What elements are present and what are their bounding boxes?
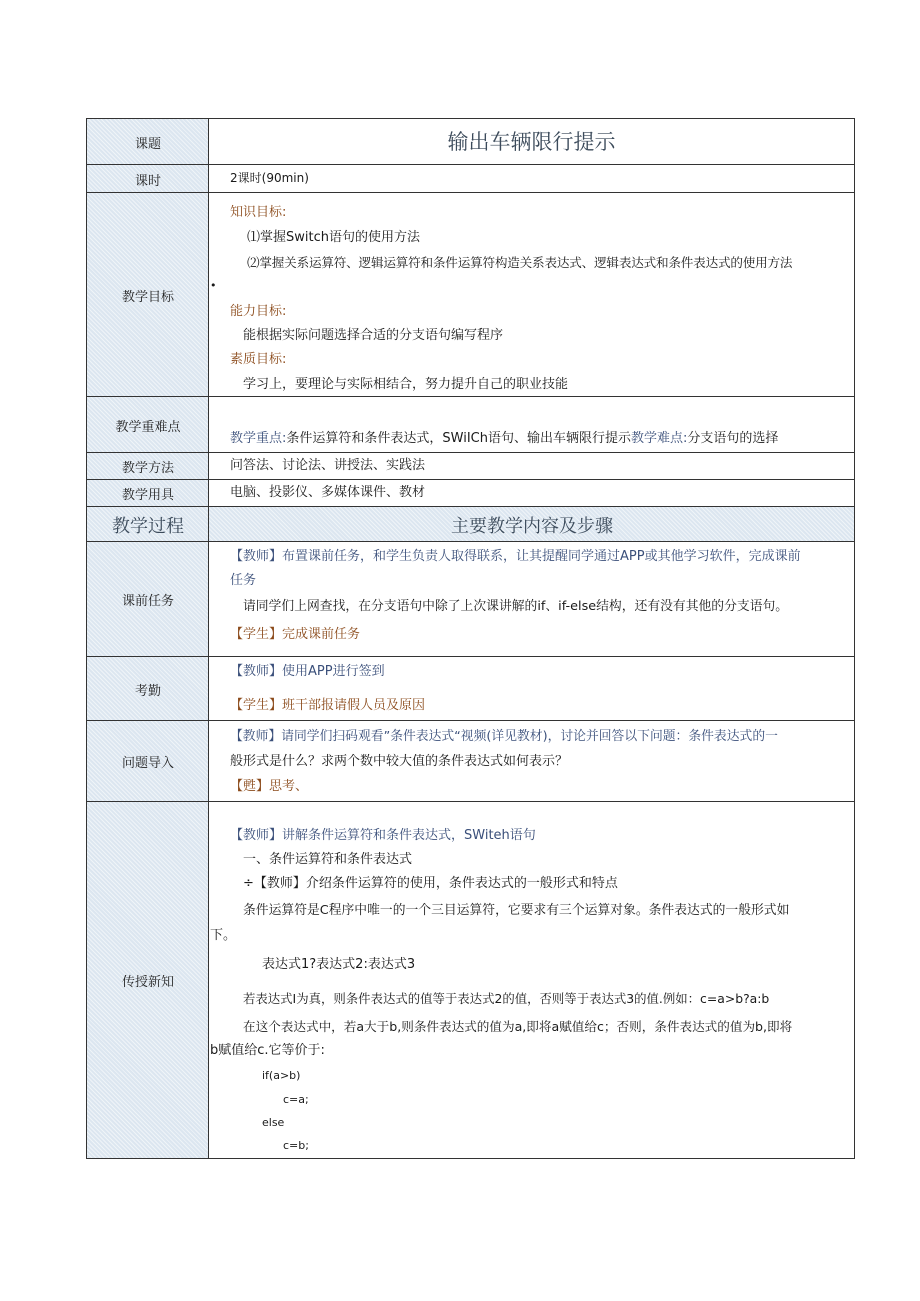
grid-line [86, 656, 855, 657]
knowledge-goal-2: ⑵掌握关系运算符、逻辑运算符和条件运算符构造关系表达式、逻辑表达式和条件表达式的使用方法 [247, 255, 793, 270]
code-line-1: if(a>b) [262, 1069, 301, 1082]
key-label-text: 教学重难点 [115, 419, 181, 435]
attendance-student-text: 班干部报请假人员及原因 [282, 698, 426, 713]
tools-value: 电脑、投影仪、多媒体课件、教材 [230, 485, 426, 500]
key-points-text: 条件运算符和条件表达式，SWiICh语句、输出车辆限行提示 [286, 431, 631, 446]
intro-teacher-tag: 【教师】 [230, 729, 282, 744]
grid-line [86, 118, 87, 1159]
code-line-4: c=b; [283, 1139, 309, 1152]
teach-line4a: 条件运算符是C程序中唯一的一个三目运算符，它要求有三个运算对象。条件表达式的一般形式如 [243, 903, 790, 918]
teach-line3-prefix: ÷【教师】 [243, 876, 306, 891]
intro-student-text: 思考、 [269, 779, 309, 794]
process-header-left [87, 507, 209, 542]
attendance-teacher-tag: 【教师】 [230, 664, 283, 679]
teach-line7b: b赋值给c.它等价于: [210, 1043, 325, 1058]
tools-label-text: 教学用具 [121, 488, 174, 503]
attendance-label-text: 考勤 [134, 683, 161, 699]
knowledge-goal-1: ⑴掌握Switch语句的使用方法 [247, 230, 420, 245]
pre-task-body: 请同学们上网查找，在分支语句中除了上次课讲解的if、if-else结构，还有没有其他的分支语句。 [243, 599, 789, 614]
grid-line [86, 801, 855, 802]
pre-task-student-line [230, 627, 360, 644]
teach-line6: 若表达式I为真，则条件表达式的值等于表达式2的值，否则等于表达式3的值.例如：c=a>b?a:b [243, 991, 770, 1006]
attendance-teacher-text: 使用APP进行签到 [282, 664, 385, 679]
key-points-line [230, 431, 778, 448]
teach-formula: 表达式1?表达式2:表达式3 [262, 957, 416, 972]
quality-goal-title: 素质目标: [230, 352, 287, 367]
attendance-student-tag: 【学生】 [230, 698, 283, 713]
key-label [87, 397, 209, 453]
pre-task-label [87, 542, 209, 657]
quality-goal-1: 学习上，要理论与实际相结合，努力提升自己的职业技能 [243, 377, 569, 392]
intro-teacher-text: 请同学们扫码观看”条件表达式“视频(详见教材)，讨论并回答以下问题：条件表达式的一 [281, 729, 778, 744]
tools-label [87, 480, 209, 507]
process-header-right [209, 507, 855, 542]
grid-line [208, 118, 209, 1159]
hours-label [87, 165, 209, 193]
topic-label [87, 119, 209, 165]
teach-label [87, 802, 209, 1158]
difficult-points-text: 分支语句的选择 [687, 431, 779, 446]
grid-line [86, 118, 855, 119]
teach-line4b: 下。 [210, 928, 237, 943]
intro-teacher-line2: 般形式是什么？求两个数中较大值的条件表达式如何表示？ [230, 754, 569, 769]
method-label-text: 教学方法 [121, 461, 174, 476]
pre-task-label-text: 课前任务 [121, 594, 174, 609]
grid-line [86, 164, 855, 165]
intro-student-line [230, 779, 308, 796]
difficult-points-title: 教学难点: [630, 431, 688, 446]
teach-line1-tag: 【教师】 [230, 828, 283, 843]
teach-line3-text: 介绍条件运算符的使用，条件表达式的一般形式和特点 [305, 876, 618, 891]
goals-label-text: 教学目标 [121, 289, 174, 305]
teach-label-text: 传授新知 [121, 974, 174, 990]
intro-student-tag: 【甦】 [230, 779, 270, 794]
teach-line1 [230, 828, 536, 845]
intro-teacher-line1 [230, 729, 778, 746]
grid-line [86, 452, 855, 453]
goals-label [87, 193, 209, 397]
pre-task-student-tag: 【学生】 [230, 627, 283, 642]
grid-line [854, 118, 855, 1159]
topic-label-text: 课题 [134, 136, 161, 152]
hours-value: 2课时(90min) [230, 171, 309, 185]
lesson-title: 输出车辆限行提示 [447, 130, 616, 154]
teach-line3 [243, 876, 618, 893]
grid-line [86, 541, 855, 542]
grid-line [86, 1158, 855, 1159]
teach-section-heading: 一、条件运算符和条件表达式 [243, 852, 413, 867]
knowledge-goal-title: 知识目标: [230, 205, 287, 220]
attendance-student-line [230, 698, 425, 715]
method-label [87, 453, 209, 480]
ability-goal-title: 能力目标: [230, 304, 287, 319]
code-line-3: else [262, 1116, 285, 1129]
code-line-2: c=a; [283, 1093, 309, 1106]
attendance-label [87, 657, 209, 721]
attendance-teacher-line [230, 664, 385, 681]
grid-line [86, 506, 855, 507]
pre-task-teacher-text: 布置课前任务，和学生负责人取得联系，让其提醒同学通过APP或其他学习软件，完成课前 [282, 549, 801, 564]
grid-line [86, 192, 855, 193]
bullet: • [210, 279, 217, 292]
intro-label-text: 问题导入 [121, 756, 174, 771]
key-points-title: 教学重点: [230, 431, 287, 446]
pre-task-teacher-tag: 【教师】 [230, 549, 283, 564]
teach-line1-text: 讲解条件运算符和条件表达式，SWiteh语句 [282, 828, 536, 843]
pre-task-teacher-line1 [230, 549, 801, 566]
grid-line [86, 479, 855, 480]
teach-line7a: 在这个表达式中，若a大于b,则条件表达式的值为a,即将a赋值给c；否则，条件表达式的值为b,即将 [243, 1019, 793, 1034]
process-header-right-text: 主要教学内容及步骤 [451, 515, 613, 537]
hours-label-text: 课时 [134, 173, 161, 189]
process-header-left-text: 教学过程 [112, 515, 184, 537]
intro-label [87, 721, 209, 802]
method-value: 问答法、讨论法、讲授法、实践法 [230, 458, 426, 473]
grid-line [86, 396, 855, 397]
pre-task-teacher-line2: 任务 [230, 573, 257, 588]
ability-goal-1: 能根据实际问题选择合适的分支语句编写程序 [243, 328, 504, 343]
pre-task-student-text: 完成课前任务 [282, 627, 361, 642]
grid-line [86, 720, 855, 721]
